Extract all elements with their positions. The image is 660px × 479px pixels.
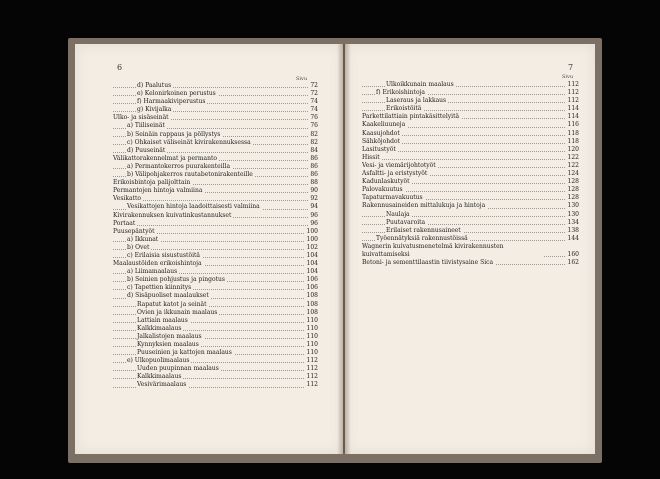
toc-entry-title: b) Seinien pohjustus ja pingotus — [127, 276, 225, 284]
toc-entry — [113, 252, 318, 260]
toc-entry — [362, 130, 579, 138]
toc-entry-page: 134 — [567, 218, 579, 226]
toc-entry-page: 92 — [310, 195, 318, 203]
toc-entry-page: 96 — [310, 211, 318, 219]
toc-entry — [113, 155, 318, 163]
toc-entry-title: Vesikatto — [113, 195, 141, 203]
toc-entry-page: 86 — [310, 171, 318, 179]
toc-entry — [113, 325, 318, 333]
toc-entry-title: Sähköjohdot — [362, 137, 401, 145]
toc-entry-page: 108 — [306, 308, 318, 316]
toc-entry-page: 104 — [306, 260, 318, 268]
toc-entry — [113, 106, 318, 114]
toc-entry-title: Puutavaroita — [386, 218, 426, 226]
toc-entry-page: 144 — [567, 234, 579, 242]
toc-entry-page: 112 — [567, 81, 579, 88]
toc-entry — [362, 235, 579, 243]
toc-entry-title: e) Ulkopuolimaalaus — [127, 357, 190, 365]
toc-entry-title: Ovien ja ikkunain maalaus — [137, 308, 218, 316]
toc-entry-title: f) Harmaakiviperustus — [137, 98, 206, 106]
toc-entry-page: 82 — [310, 130, 318, 138]
toc-entry-page: 108 — [306, 292, 318, 300]
toc-entry-page: 128 — [567, 178, 579, 186]
toc-entry-page: 82 — [310, 138, 318, 146]
toc-entry — [362, 138, 579, 146]
toc-entry-title: Hissit — [362, 153, 380, 161]
toc-entry-title: e) Kelonirkoinen perustus — [137, 90, 216, 98]
toc-entry — [362, 121, 579, 129]
toc-entry-title: Erikoistöitä — [386, 105, 422, 113]
toc-entry-title: Vesi- ja viemärijohtotyöt — [362, 161, 436, 169]
toc-entry-title: Uuden puupinnan maalaus — [137, 365, 219, 373]
toc-entry-title: Vesikattojen hintoja laadoittaisesti valmiina — [127, 203, 260, 211]
toc-entry-page: 84 — [310, 146, 318, 154]
toc-entry — [362, 154, 579, 162]
toc-entry-page: 130 — [567, 210, 579, 218]
toc-entry-page: 94 — [310, 203, 318, 211]
toc-entry — [362, 170, 579, 178]
toc-entry — [113, 139, 318, 147]
toc-entry-page: 124 — [567, 170, 579, 178]
toc-entry — [113, 317, 318, 325]
toc-entry-page: 104 — [306, 268, 318, 276]
toc-entry — [113, 276, 318, 284]
toc-entry-title: a) Liimamaalaus — [127, 268, 178, 276]
toc-entry — [113, 284, 318, 292]
toc-entry — [113, 187, 318, 195]
toc-entry — [113, 114, 318, 122]
toc-entry-title: Välikattorakennelmat ja permanto — [113, 154, 218, 162]
toc-entry-page: 74 — [310, 106, 318, 114]
toc-entry-title: f) Erikoishintoja — [376, 89, 425, 97]
toc-entry-page: 90 — [310, 187, 318, 195]
toc-entry-page: 120 — [567, 145, 579, 153]
toc-entry-title: Kaasujohdot — [362, 129, 400, 137]
toc-entry — [362, 202, 579, 210]
toc-entry — [362, 227, 579, 235]
toc-entry-title: b) Välipohjakerros rautabetonirakenteille — [127, 171, 253, 179]
toc-entry — [113, 220, 318, 228]
toc-entry-title: a) Tiiliseinät — [127, 122, 165, 130]
toc-entry-title: Naulaja — [386, 210, 410, 218]
toc-entry-page: 110 — [306, 332, 318, 340]
toc-entry-page: 122 — [567, 161, 579, 169]
toc-entry — [362, 178, 579, 186]
left-column-header: Sivu — [296, 76, 308, 82]
toc-entry-title: Betoni- ja sementtilaastin tiivistysaine Sica — [362, 258, 494, 266]
toc-entry — [113, 163, 318, 171]
toc-entry-title: a) Permantokerros puurakenteilla — [127, 162, 231, 170]
toc-entry-page: 102 — [306, 243, 318, 251]
toc-entry-page: 112 — [567, 97, 579, 105]
toc-entry — [113, 341, 318, 349]
toc-entry-title: d) Sisäpuoliset maalaukset — [127, 292, 209, 300]
toc-entry — [113, 373, 318, 381]
toc-entry-title: Rakennusaineiden mittalukuja ja hintoja — [362, 202, 486, 210]
toc-entry-title: b) Seinäin rappaus ja pöllystys — [127, 130, 221, 138]
toc-entry-title: Jalkalistojen maalaus — [137, 332, 202, 340]
toc-entry-title: Kivirakennuksen kuivatinkustannukset — [113, 211, 232, 219]
toc-entry-title: Kynnyksien maalaus — [137, 341, 199, 348]
toc-entry-page: 106 — [306, 276, 318, 284]
toc-entry-title: Permantojen hintoja valmiina — [113, 187, 203, 195]
toc-entry — [113, 381, 318, 389]
toc-entry — [113, 179, 318, 187]
toc-entry — [113, 131, 318, 139]
toc-entry — [113, 212, 318, 220]
toc-entry-title: Kalkkimaalaus — [137, 324, 182, 332]
toc-entry-page: 96 — [310, 219, 318, 227]
toc-entry-title: Erikoisbintoja palijolttain — [113, 179, 191, 187]
book-gutter — [337, 44, 351, 454]
toc-entry — [362, 211, 579, 219]
toc-entry-page: 74 — [310, 98, 318, 106]
toc-entry-title: Wagnerin kuivatusmenetelmä kivirakennusten kuivattamiseksi — [362, 243, 544, 259]
toc-entry-page: 118 — [567, 129, 579, 137]
toc-entry-page: 100 — [306, 227, 318, 235]
toc-entry-title: Portaat — [113, 219, 136, 227]
toc-entry-page: 114 — [567, 105, 579, 113]
toc-entry-title: Kaakeliuuneja — [362, 121, 406, 129]
left-page-number: 6 — [117, 63, 123, 72]
toc-entry-page: 112 — [306, 373, 318, 381]
toc-entry-page: 112 — [306, 381, 318, 389]
toc-entry-title: g) Kivijalka — [137, 106, 172, 114]
toc-entry — [362, 81, 579, 89]
toc-entry-title: Ulkoikkunain maalaus — [386, 81, 454, 88]
toc-entry — [362, 243, 579, 259]
toc-entry-title: c) Tapettien kiinnitys — [127, 284, 192, 292]
right-toc-list — [362, 81, 579, 267]
toc-entry-title: Rapatut katot ja seinät — [137, 300, 207, 308]
toc-entry — [362, 146, 579, 154]
toc-entry-title: Erilaiset rakennusaineet — [386, 226, 461, 234]
toc-entry-page: 118 — [567, 137, 579, 145]
toc-entry — [113, 309, 318, 317]
toc-entry-title: Kadunlaskutyöt — [362, 178, 410, 186]
toc-entry — [113, 244, 318, 252]
toc-entry-title: Vesivärimaalaus — [137, 381, 187, 389]
toc-entry-page: 138 — [567, 226, 579, 234]
toc-entry-title: Lasitustyöt — [362, 145, 396, 153]
toc-entry-title: b) Ovet — [127, 243, 150, 251]
toc-entry — [113, 349, 318, 357]
toc-entry-page: 110 — [306, 316, 318, 324]
toc-entry-title: Asfaltti- ja eristystyöt — [362, 170, 428, 178]
toc-entry — [113, 82, 318, 90]
toc-entry — [362, 259, 579, 267]
toc-entry — [362, 162, 579, 170]
toc-entry-page: 122 — [567, 153, 579, 161]
toc-entry — [113, 147, 318, 155]
toc-entry-page: 112 — [306, 365, 318, 373]
toc-entry-title: a) Ikkunat — [127, 235, 159, 243]
toc-entry — [113, 365, 318, 373]
toc-entry-title: Ulko- ja sisäseinät — [113, 114, 169, 122]
toc-entry — [113, 171, 318, 179]
toc-entry-title: Työennätyksiä rakennustöissä — [376, 234, 468, 242]
toc-entry-page: 110 — [306, 324, 318, 332]
toc-entry — [113, 228, 318, 236]
toc-entry-page: 76 — [310, 122, 318, 130]
right-page-number: 7 — [568, 63, 574, 72]
toc-entry — [113, 195, 318, 203]
toc-entry-title: Puuseinien ja kattojen maalaus — [137, 349, 232, 357]
toc-entry-page: 88 — [310, 179, 318, 187]
right-column-header: Sivu — [562, 74, 574, 80]
toc-entry — [362, 105, 579, 113]
toc-entry-title: Maalaustöiden erikoishintoja — [113, 260, 202, 268]
toc-entry-title: c) Erilaisia sisustustöitä — [127, 251, 200, 259]
toc-entry — [113, 90, 318, 98]
toc-entry — [362, 186, 579, 194]
toc-entry-page: 86 — [310, 154, 318, 162]
toc-entry-page: 112 — [567, 89, 579, 97]
toc-entry-title: d) Paalutus — [137, 82, 172, 89]
toc-entry-page: 100 — [306, 235, 318, 243]
toc-entry-page: 104 — [306, 251, 318, 259]
toc-entry-title: Laseraus ja lakkaus — [386, 97, 447, 105]
toc-entry — [362, 97, 579, 105]
toc-entry-page: 110 — [306, 349, 318, 357]
toc-entry-page: 130 — [567, 202, 579, 210]
toc-entry-title: Tapaturmavakuutus — [362, 194, 423, 202]
left-toc-list — [113, 82, 318, 390]
toc-entry-page: 108 — [306, 300, 318, 308]
toc-entry-page: 114 — [567, 113, 579, 121]
toc-entry — [113, 301, 318, 309]
toc-entry-page: 128 — [567, 186, 579, 194]
toc-entry-title: d) Puuseinät — [127, 146, 166, 154]
toc-entry-page: 128 — [567, 194, 579, 202]
toc-entry — [362, 194, 579, 202]
toc-entry — [113, 203, 318, 211]
toc-entry-title: c) Ohkaiset väliseinät kivirakennuksessa — [127, 138, 251, 146]
toc-entry — [113, 122, 318, 130]
toc-entry-page: 110 — [306, 341, 318, 348]
toc-entry — [113, 292, 318, 300]
toc-entry-page: 72 — [310, 82, 318, 89]
toc-entry — [113, 268, 318, 276]
toc-entry — [362, 219, 579, 227]
toc-entry — [113, 260, 318, 268]
toc-entry-title: Lattiain maalaus — [137, 316, 188, 324]
toc-entry-title: Palovakuutus — [362, 186, 403, 194]
toc-entry-page: 162 — [567, 258, 579, 266]
toc-entry-title: Kalkkimaalaus — [137, 373, 182, 381]
toc-entry-page: 160 — [567, 250, 579, 258]
toc-entry-page: 76 — [310, 114, 318, 122]
toc-entry — [113, 357, 318, 365]
toc-entry-page: 116 — [567, 121, 579, 129]
toc-entry-title: Puusepäntyöt — [113, 227, 155, 235]
toc-entry — [113, 333, 318, 341]
toc-entry — [362, 113, 579, 121]
toc-entry-page: 106 — [306, 284, 318, 292]
toc-entry-page: 112 — [306, 357, 318, 365]
toc-entry-page: 72 — [310, 90, 318, 98]
toc-entry — [113, 98, 318, 106]
toc-entry-title: Parkettilattiain pintakäsittelyitä — [362, 113, 460, 121]
toc-entry — [362, 89, 579, 97]
toc-entry-page: 86 — [310, 162, 318, 170]
toc-entry — [113, 236, 318, 244]
